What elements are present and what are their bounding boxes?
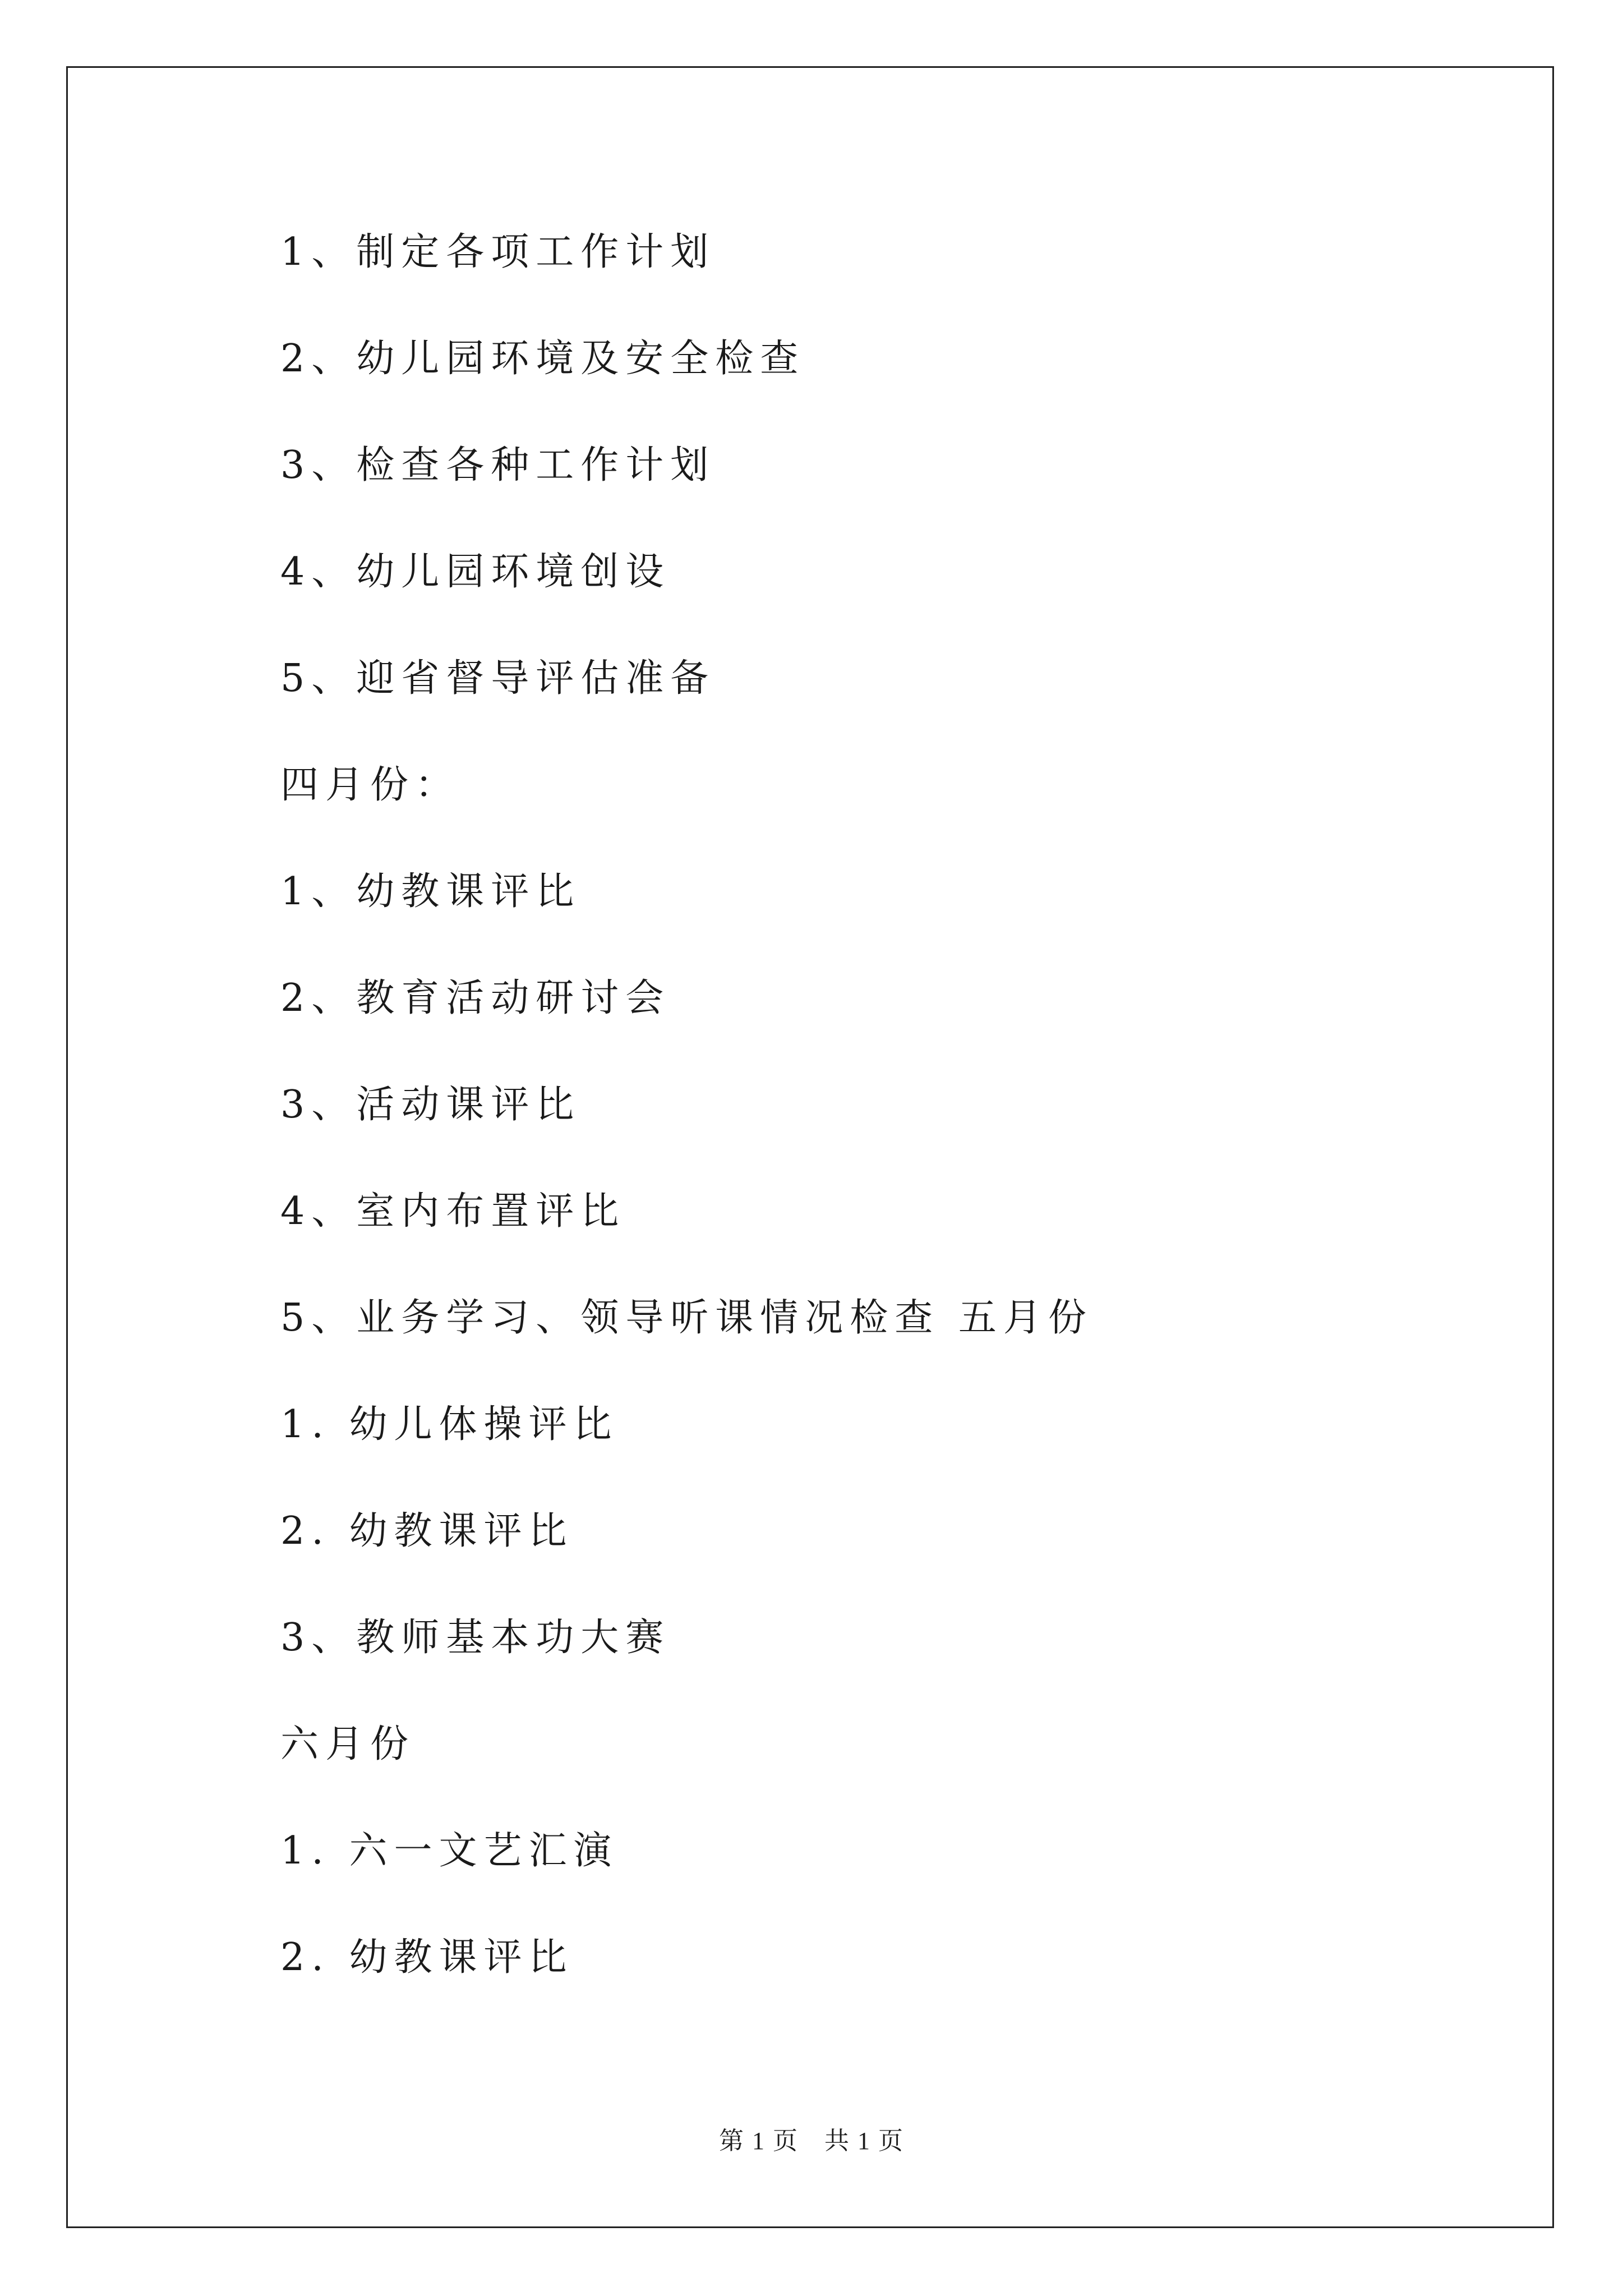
section-heading: 四月份： [280, 763, 460, 807]
list-item: 2、幼儿园环境及安全检查 [280, 337, 805, 381]
list-item: 5、业务学习、领导听课情况检查 五月份 [280, 1296, 1093, 1340]
list-item: 1、幼教课评比 [280, 869, 581, 914]
list-item: 3、教师基本功大赛 [280, 1616, 671, 1660]
list-item: 3、检查各种工作计划 [280, 443, 716, 487]
list-item: 4、幼儿园环境创设 [280, 550, 671, 594]
list-item: 5、迎省督导评估准备 [280, 656, 716, 701]
list-item: 1. 幼儿体操评比 [280, 1402, 619, 1447]
list-item: 2. 幼教课评比 [280, 1509, 574, 1553]
list-item: 2. 幼教课评比 [280, 1935, 574, 1980]
document-body [280, 222, 1486, 2033]
list-item: 4、室内布置评比 [280, 1189, 626, 1234]
list-item: 3、活动课评比 [280, 1083, 581, 1127]
list-item: 2、教育活动研讨会 [280, 976, 671, 1020]
section-heading: 六月份 [280, 1722, 416, 1766]
list-item: 1、制定各项工作计划 [280, 230, 716, 274]
list-item: 1. 六一文艺汇演 [280, 1829, 619, 1873]
page-number-footer: 第 1 页 共 1 页 [719, 2127, 904, 2155]
